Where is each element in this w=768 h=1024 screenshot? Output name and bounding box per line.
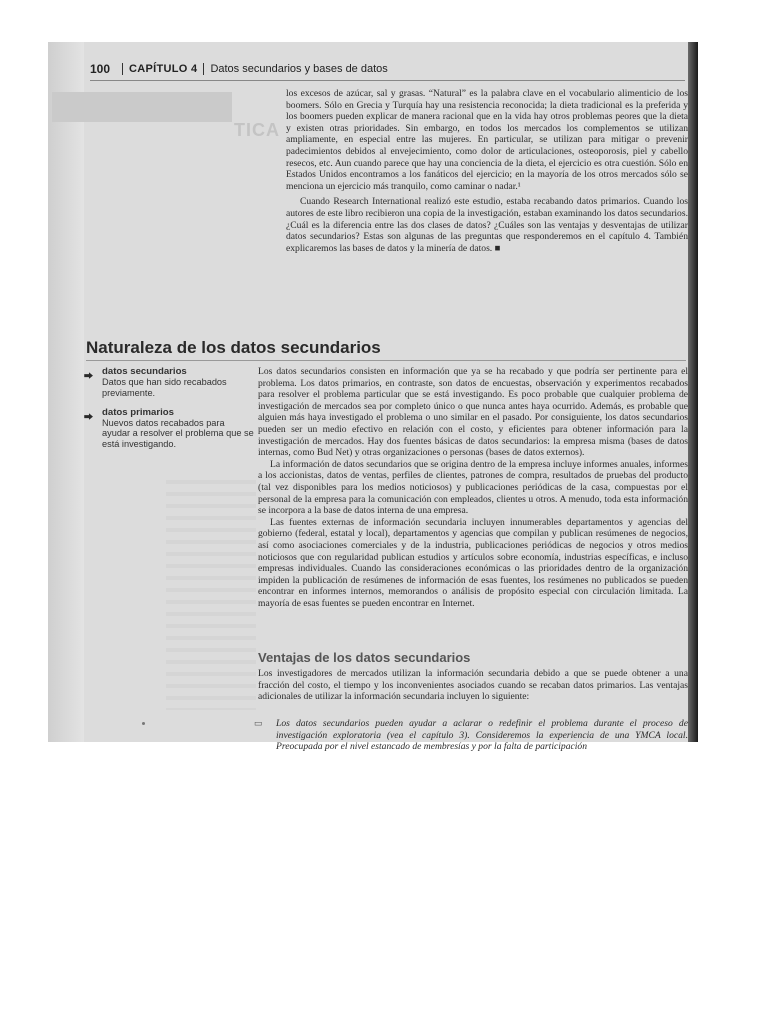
intro-paragraph: Cuando Research International realizó este estudio, estaba recabando datos primarios. Cuando los autores de este libro recibieron una copia de la investigación, estaban examinando los datos secundarios. ¿Cuál es la diferencia entre las dos clases de datos? ¿Cuáles son las ventajas y desventajas de utilizar datos secundarios? Estas son algunas de las preguntas que responderemos en el capítulo 4. También explicaremos las bases de datos y la minería de datos. ■ — [286, 196, 688, 254]
scanned-page — [48, 42, 698, 753]
section-heading: Naturaleza de los datos secundarios — [86, 338, 381, 357]
bleed-through-block — [52, 92, 232, 122]
glossary-arrow-icon: ⮕ — [84, 412, 93, 422]
body-paragraph: Las fuentes externas de información secundaria incluyen innumerables departamentos y agencias del gobierno (federal, estatal y local), departamentos y agencias que compilan y publican resúmenes de negocios, así como asociaciones comerciales y de la industria, publicaciones periódicas de negocios y otros medios noticiosos que con regularidad publican estudios y artículos sobre economía, industrias específicas, e incluso empresas individuales. Cuando las consideraciones económicas o las prioridades dentro de la organización impiden la publicación de resúmenes de información de esas fuentes, los resúmenes no publicados se pueden encontrar en informes internos, memorandos o análisis de propósito especial con circulación limitada. La mayoría de esas fuentes se pueden encontrar en Internet. — [258, 516, 688, 609]
scan-speck — [142, 722, 145, 725]
glossary-term: datos primarios — [102, 406, 174, 418]
bleed-through-text — [166, 480, 256, 710]
glossary-term: datos secundarios — [102, 366, 187, 377]
chapter-label: CAPÍTULO 4 — [129, 63, 198, 75]
page-shadow — [48, 42, 84, 742]
glossary-definition: Datos que han sido recabados previamente. — [102, 377, 227, 398]
bleed-through-title: TICA — [234, 120, 280, 140]
page-edge — [688, 42, 698, 742]
bullet-item — [254, 718, 688, 753]
subsection-text — [258, 668, 688, 703]
bullet-marker: ▭ — [254, 718, 263, 728]
glossary-arrow-icon: ⮕ — [84, 371, 93, 381]
body-paragraph: Los investigadores de mercados utilizan la información secundaria debido a que se puede obtener a una fracción del costo, el tiempo y los inconvenientes asociados cuando se recaban datos primarios. Las ventajas adicionales de utilizar la información secundaria incluyen lo siguiente: — [258, 668, 688, 703]
glossary-item — [84, 366, 254, 399]
header-rule — [90, 80, 685, 81]
glossary-item — [84, 407, 254, 450]
body-paragraph: Los datos secundarios consisten en información que ya se ha recabado y que podría ser pertinente para el problema. Los datos primarios, en contraste, son datos de encuestas, observación y experimentos recabados para resolver el problema particular que se está investigando. Es poco probable que cualquier problema de investigación de mercados sea por completo único o que nunca antes haya ocurrido. Además, es probable que alguien más haya investigado el problema o uno similar en el pasado. Por consiguiente, los datos secundarios pueden ser un medio efectivo en relación con el costo, y eficientes para obtener información para la investigación de mercados. Hay dos fuentes básicas de datos secundarios: la empresa misma (bases de datos internas, como Bud Net) y otras organizaciones o personas (bases de datos externos). — [258, 366, 688, 459]
bullet-text: Los datos secundarios pueden ayudar a aclarar o redefinir el problema durante el proceso de investigación exploratoria (vea el capítulo 3). Consideremos la experiencia de una YMCA local. Preocupada por el nivel estancado de membresías y por la falta de participación — [276, 718, 688, 753]
header-divider — [122, 63, 123, 75]
header-divider — [203, 63, 204, 75]
glossary-definition: Nuevos datos recabados para ayudar a resolver el problema que se está investigando. — [102, 417, 254, 450]
page-header — [90, 62, 650, 76]
main-text — [258, 366, 688, 609]
section-rule — [86, 360, 686, 361]
page-number: 100 — [90, 62, 111, 76]
chapter-title: Datos secundarios y bases de datos — [210, 63, 388, 75]
intro-text — [286, 88, 688, 254]
margin-glossary — [84, 366, 254, 458]
subsection-heading: Ventajas de los datos secundarios — [258, 650, 471, 665]
body-paragraph: La información de datos secundarios que se origina dentro de la empresa incluye informes anuales, informes a los accionistas, datos de ventas, perfiles de clientes, patrones de compra, resultados de pruebas del producto (tal vez disponibles para los medios noticiosos) y publicaciones periódicas de la casa, compuestas por el personal de la empresa para la comunicación con empleados, clientes u otros. A menudo, toda esta información se incorpora a la base de datos interna de una empresa. — [258, 458, 688, 517]
intro-paragraph: los excesos de azúcar, sal y grasas. “Natural” es la palabra clave en el vocabulario alimenticio de los boomers. Sólo en Grecia y Turquía hay una resistencia reconocida; la dieta tradicional es la preferida y los boomers pueden explicar de manera racional que en la vida hay otros problemas peores que la dieta y existen otras prioridades. Sin embargo, en todos los mercados los complementos se utilizan ampliamente, en especial entre las mujeres. En particular, se utilizan para mitigar o prevenir padecimientos debidos al envejecimiento, como dolor de articulaciones, osteoporosis, piel y cabello resecos, etc. Aun cuando parece que hay una conciencia de la dieta, el ejercicio es otra cuestión. Sólo en Estados Unidos encontramos a los fanáticos del ejercicio; en la mayoría de los otros mercados sólo se menciona un ejercicio más tranquilo, como caminar o nadar.¹ — [286, 88, 688, 192]
